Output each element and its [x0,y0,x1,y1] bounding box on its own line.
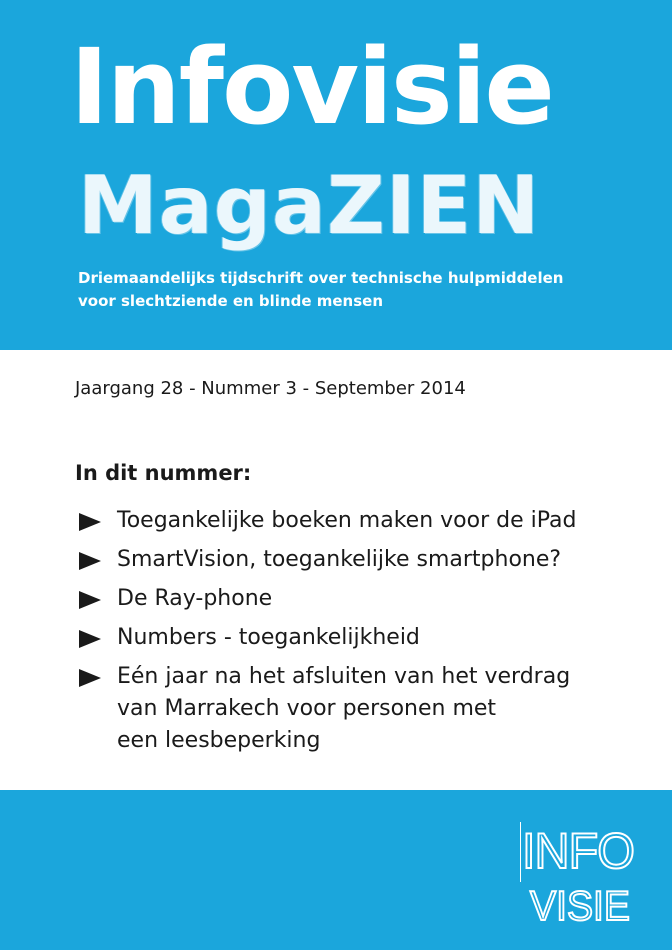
contents-item-text: Eén jaar na het afsluiten van het verdrag [117,664,571,689]
contents-item-text: een leesbeperking [117,728,321,753]
arrow-right-icon [79,630,101,648]
contents-item-text: van Marrakech voor personen met [117,696,497,721]
contents-item-text: Toegankelijke boeken maken voor de iPad [117,508,577,533]
contents-item [75,544,655,576]
arrow-right-icon [79,669,101,687]
contents-item [75,622,655,654]
logo-top-text: INFO [522,823,634,879]
infovisie-logo-icon [520,820,640,930]
arrow-right-icon [79,591,101,609]
contents-item-text: De Ray-phone [117,586,273,611]
magazine-subtitle: MagaZIEN [78,159,541,252]
magazine-title: Infovisie [70,26,553,148]
contents-item [75,661,655,757]
logo-bottom-text: VISIE [530,882,630,929]
header-band [0,0,672,350]
issue-info: Jaargang 28 - Nummer 3 - September 2014 [75,378,466,399]
magazine-tagline [78,267,648,313]
arrow-right-icon [79,552,101,570]
contents-heading: In dit nummer: [75,461,252,485]
contents-item-text: Numbers - toegankelijkheid [117,625,420,650]
tagline-line: voor slechtziende en blinde mensen [78,292,384,310]
tagline-line: Driemaandelijks tijdschrift over technische hulpmiddelen [78,269,564,287]
contents-list [75,505,655,764]
contents-item [75,505,655,537]
arrow-right-icon [79,513,101,531]
contents-item [75,583,655,615]
contents-item-text: SmartVision, toegankelijke smartphone? [117,547,562,572]
infovisie-logo [520,820,640,930]
